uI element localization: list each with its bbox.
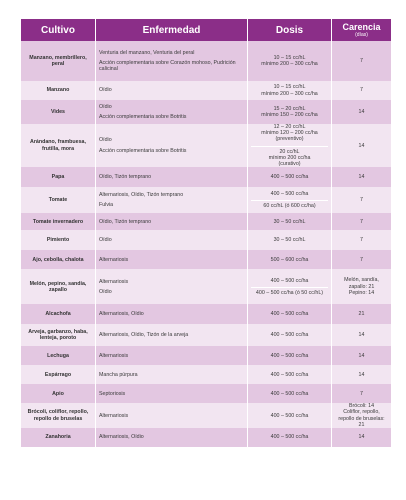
cell-cultivo: Papa (21, 167, 96, 187)
cell-carencia: 14 (332, 124, 391, 167)
cell-enfermedad (96, 250, 248, 269)
enfermedad-line: Oídio, Tizón temprano (99, 174, 152, 181)
enfermedad-line: Oídio, Tizón temprano (99, 218, 152, 225)
cell-dosis: 30 – 50 cc/hL (248, 213, 332, 230)
cell-dosis: 400 – 500 cc/ha (248, 384, 332, 403)
cell-dosis: 10 – 15 cc/hL mínimo 200 – 300 cc/ha (248, 41, 332, 81)
dosis-line: 400 – 500 cc/ha (ó 50 cc/hL) (251, 287, 328, 296)
enfermedad-line: Alternariosis, Oídio (99, 311, 144, 318)
cell-dosis: 400 – 500 cc/ha (248, 428, 332, 447)
enfermedad-line: Acción complementaria sobre Botritis (99, 147, 187, 154)
cell-cultivo: Manzano, membrillero, peral (21, 41, 96, 81)
enfermedad-line: Acción complementaria sobre Corazón mohoso, Pudrición calicinal (99, 59, 236, 73)
table-row (21, 403, 391, 428)
cell-cultivo: Ajo, cebolla, chalota (21, 250, 96, 269)
cell-enfermedad (96, 384, 248, 403)
cell-enfermedad (96, 41, 248, 81)
cell-enfermedad (96, 304, 248, 324)
header-enfermedad: Enfermedad (96, 19, 248, 41)
cell-carencia: 7 (332, 81, 391, 100)
cell-dosis (248, 187, 332, 213)
table-row (21, 384, 391, 403)
cell-dosis: 30 – 50 cc/hL (248, 230, 332, 250)
cell-enfermedad (96, 324, 248, 346)
table-row (21, 187, 391, 213)
table-row (21, 304, 391, 324)
cell-cultivo: Espárrago (21, 365, 96, 384)
cell-cultivo: Manzano (21, 81, 96, 100)
cell-dosis (248, 124, 332, 167)
enfermedad-line: Alternariosis (99, 278, 129, 285)
enfermedad-line: Venturia del manzano, Venturia del peral (99, 49, 195, 56)
cell-carencia: 14 (332, 365, 391, 384)
header-cultivo: Cultivo (21, 19, 96, 41)
cell-cultivo: Tomate invernadero (21, 213, 96, 230)
dosis-line: 400 – 500 cc/ha (270, 277, 309, 284)
table-row (21, 324, 391, 346)
cell-carencia: 14 (332, 324, 391, 346)
header-carencia (332, 19, 391, 41)
enfermedad-line: Alternariosis (99, 256, 129, 263)
cell-carencia: 21 (332, 304, 391, 324)
table-row (21, 124, 391, 167)
cell-enfermedad (96, 346, 248, 365)
cell-enfermedad (96, 100, 248, 124)
cell-enfermedad (96, 230, 248, 250)
cell-carencia: 7 (332, 41, 391, 81)
dosis-line: 60 cc/hL (ó 600 cc/ha) (251, 200, 328, 209)
cell-cultivo: Arándano, frambuesa, frutilla, mora (21, 124, 96, 167)
dosis-line: 12 – 20 cc/hL mínimo 120 – 200 cc/ha (preventivo) (261, 124, 318, 143)
enfermedad-line: Alternariosis (99, 352, 129, 359)
table-header-row (21, 19, 391, 41)
cell-dosis: 400 – 500 cc/ha (248, 324, 332, 346)
cell-enfermedad (96, 213, 248, 230)
cell-enfermedad (96, 81, 248, 100)
cell-carencia: Brócoli: 14 Coliflor, repollo, repollo de bruselas: 21 (332, 403, 391, 428)
cell-dosis (248, 269, 332, 304)
table-row (21, 250, 391, 269)
cell-cultivo: Brócoli, coliflor, repollo, repollo de bruselas (21, 403, 96, 428)
enfermedad-line: Oídio (99, 137, 112, 144)
cell-cultivo: Vides (21, 100, 96, 124)
cell-enfermedad (96, 167, 248, 187)
header-carencia-label: Carencia (342, 21, 381, 32)
table-row (21, 167, 391, 187)
table-row (21, 213, 391, 230)
cell-enfermedad (96, 124, 248, 167)
cell-cultivo: Melón, pepino, sandía, zapallo (21, 269, 96, 304)
cell-carencia: 7 (332, 384, 391, 403)
cell-enfermedad (96, 428, 248, 447)
enfermedad-line: Oídio (99, 87, 112, 94)
table-row (21, 81, 391, 100)
enfermedad-line: Oídio (99, 237, 112, 244)
cell-dosis: 400 – 500 cc/ha (248, 167, 332, 187)
cell-enfermedad (96, 269, 248, 304)
dosis-line: 400 – 500 cc/ha (270, 191, 309, 198)
enfermedad-line: Mancha púrpura (99, 371, 138, 378)
fungicide-dosage-table (21, 19, 391, 447)
cell-cultivo: Pimiento (21, 230, 96, 250)
cell-dosis: 400 – 500 cc/ha (248, 346, 332, 365)
table-row (21, 428, 391, 447)
table-body (21, 41, 391, 447)
cell-carencia: Melón, sandía, zapallo: 21 Pepino: 14 (332, 269, 391, 304)
enfermedad-line: Alternariosis (99, 412, 129, 419)
enfermedad-line: Acción complementaria sobre Botritis (99, 114, 187, 120)
enfermedad-line: Septoriosis (99, 390, 126, 397)
table-row (21, 269, 391, 304)
table-row (21, 230, 391, 250)
cell-cultivo: Tomate (21, 187, 96, 213)
cell-enfermedad (96, 365, 248, 384)
cell-dosis: 10 – 15 cc/hL mínimo 200 – 300 cc/ha (248, 81, 332, 100)
enfermedad-line: Fulvia (99, 202, 114, 209)
table-row (21, 100, 391, 124)
cell-cultivo: Lechuga (21, 346, 96, 365)
cell-dosis: 15 – 20 cc/hL mínimo 150 – 200 cc/ha (248, 100, 332, 124)
table-row (21, 41, 391, 81)
enfermedad-line: Alternariosis, Oídio, Tizón temprano (99, 192, 184, 199)
enfermedad-line: Oídio (99, 103, 112, 110)
cell-cultivo: Zanahoria (21, 428, 96, 447)
cell-cultivo: Alcachofa (21, 304, 96, 324)
enfermedad-line: Alternariosis, Oídio (99, 434, 144, 441)
cell-carencia: 7 (332, 250, 391, 269)
cell-carencia: 7 (332, 187, 391, 213)
cell-carencia: 14 (332, 346, 391, 365)
cell-enfermedad (96, 187, 248, 213)
cell-carencia: 7 (332, 230, 391, 250)
header-carencia-unit: (días) (355, 31, 368, 38)
header-dosis: Dosis (248, 19, 332, 41)
table-row (21, 346, 391, 365)
cell-carencia: 14 (332, 100, 391, 124)
cell-carencia: 14 (332, 428, 391, 447)
dosis-line: 20 cc/hL mínimo 200 cc/ha (curativo) (251, 146, 328, 168)
cell-cultivo: Arveja, garbanzo, haba, lenteja, poroto (21, 324, 96, 346)
cell-dosis: 400 – 500 cc/ha (248, 403, 332, 428)
cell-carencia: 7 (332, 213, 391, 230)
cell-dosis: 500 – 600 cc/ha (248, 250, 332, 269)
enfermedad-line: Oídio (99, 288, 112, 295)
cell-cultivo: Apio (21, 384, 96, 403)
enfermedad-line: Alternariosis, Oídio, Tizón de la arveja (99, 332, 189, 339)
table-row (21, 365, 391, 384)
cell-carencia: 14 (332, 167, 391, 187)
cell-enfermedad (96, 403, 248, 428)
cell-dosis: 400 – 500 cc/ha (248, 304, 332, 324)
cell-dosis: 400 – 500 cc/ha (248, 365, 332, 384)
